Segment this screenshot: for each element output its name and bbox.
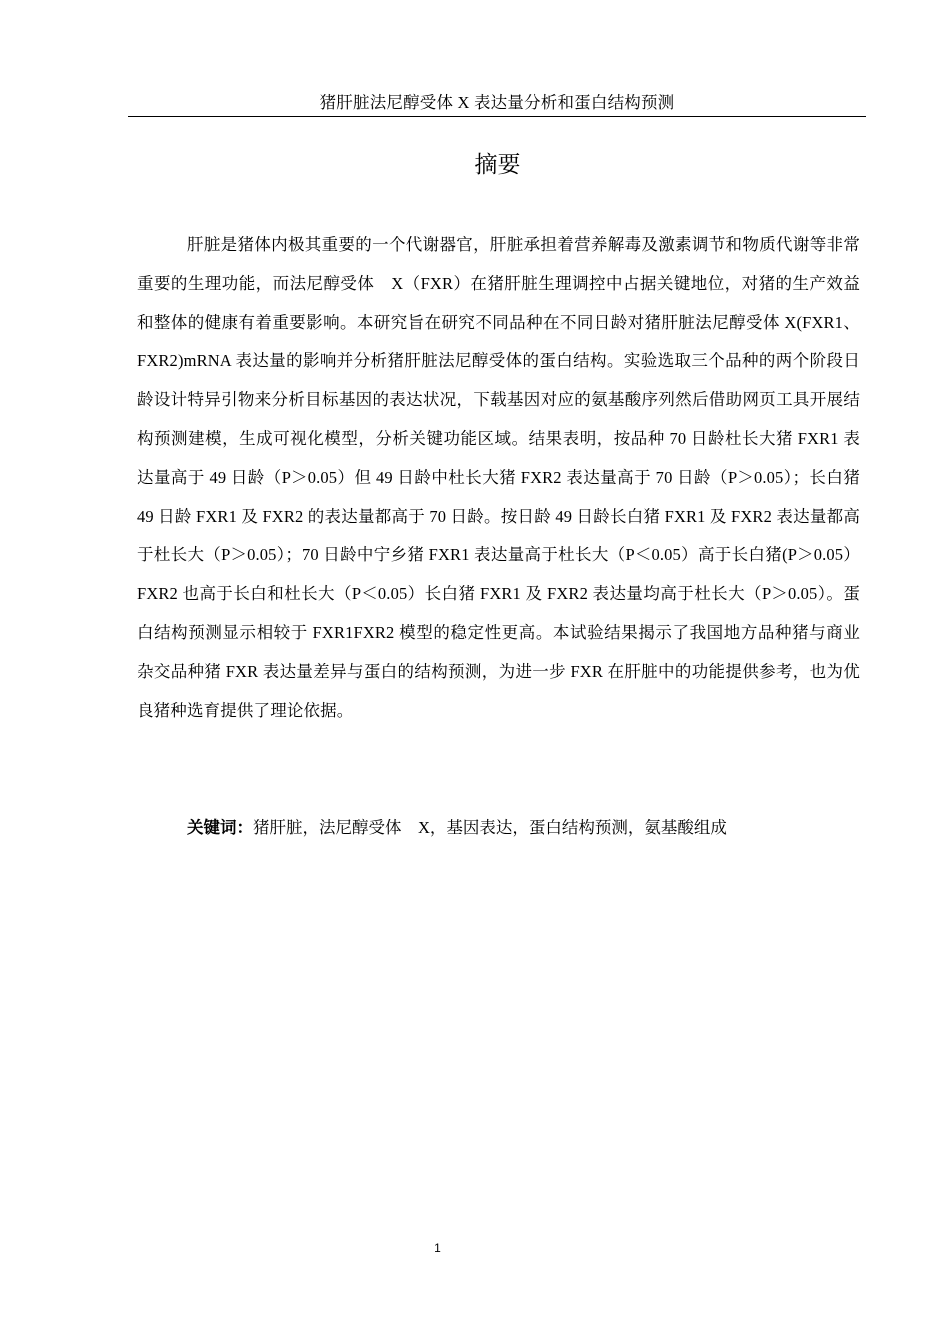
keywords-line (137, 810, 860, 846)
running-header (128, 90, 866, 117)
running-header-title: 猪肝脏法尼醇受体 X 表达量分析和蛋白结构预测 (319, 93, 675, 112)
abstract-body: 肝脏是猪体内极其重要的一个代谢器官，肝脏承担着营养解毒及激素调节和物质代谢等非常重要的生理功能，而法尼醇受体 X（FXR）在猪肝脏生理调控中占据关键地位，对猪的生产效益和整体的健康有着重要影响。本研究旨在研究不同品种在不同日龄对猪肝脏法尼醇受体 X(FXR1、FXR2)mRNA 表达量的影响并分析猪肝脏法尼醇受体的蛋白结构。实验选取三个品种的两个阶段日龄设计特异引物来分析目标基因的表达状况，下载基因对应的氨基酸序列然后借助网页工具开展结构预测建模，生成可视化模型，分析关键功能区域。结果表明，按品种 70 日龄杜长大猪 FXR1 表达量高于 49 日龄（P＞0.05）但 49 日龄中杜长大猪 FXR2 表达量高于 70 日龄（P＞0.05）；长白猪 49 日龄 FXR1 及 FXR2 的表达量都高于 70 日龄。按日龄 49 日龄长白猪 FXR1 及 FXR2 表达量都高于杜长大（P＞0.05）；70 日龄中宁乡猪 FXR1 表达量高于杜长大（P＜0.05）高于长白猪(P＞0.05）FXR2 也高于长白和杜长大（P＜0.05）长白猪 FXR1 及 FXR2 表达量均高于杜长大（P＞0.05）。蛋白结构预测显示相较于 FXR1FXR2 模型的稳定性更高。本试验结果揭示了我国地方品种猪与商业杂交品种猪 FXR 表达量差异与蛋白的结构预测，为进一步 FXR 在肝脏中的功能提供参考，也为优良猪种选育提供了理论依据。 (137, 235, 860, 720)
keywords-label: 关键词： (187, 818, 253, 837)
abstract-title: 摘要 (474, 152, 521, 178)
keywords-text: 猪肝脏，法尼醇受体 X，基因表达，蛋白结构预测，氨基酸组成 (253, 818, 727, 837)
page-number: 1 (434, 1241, 441, 1255)
